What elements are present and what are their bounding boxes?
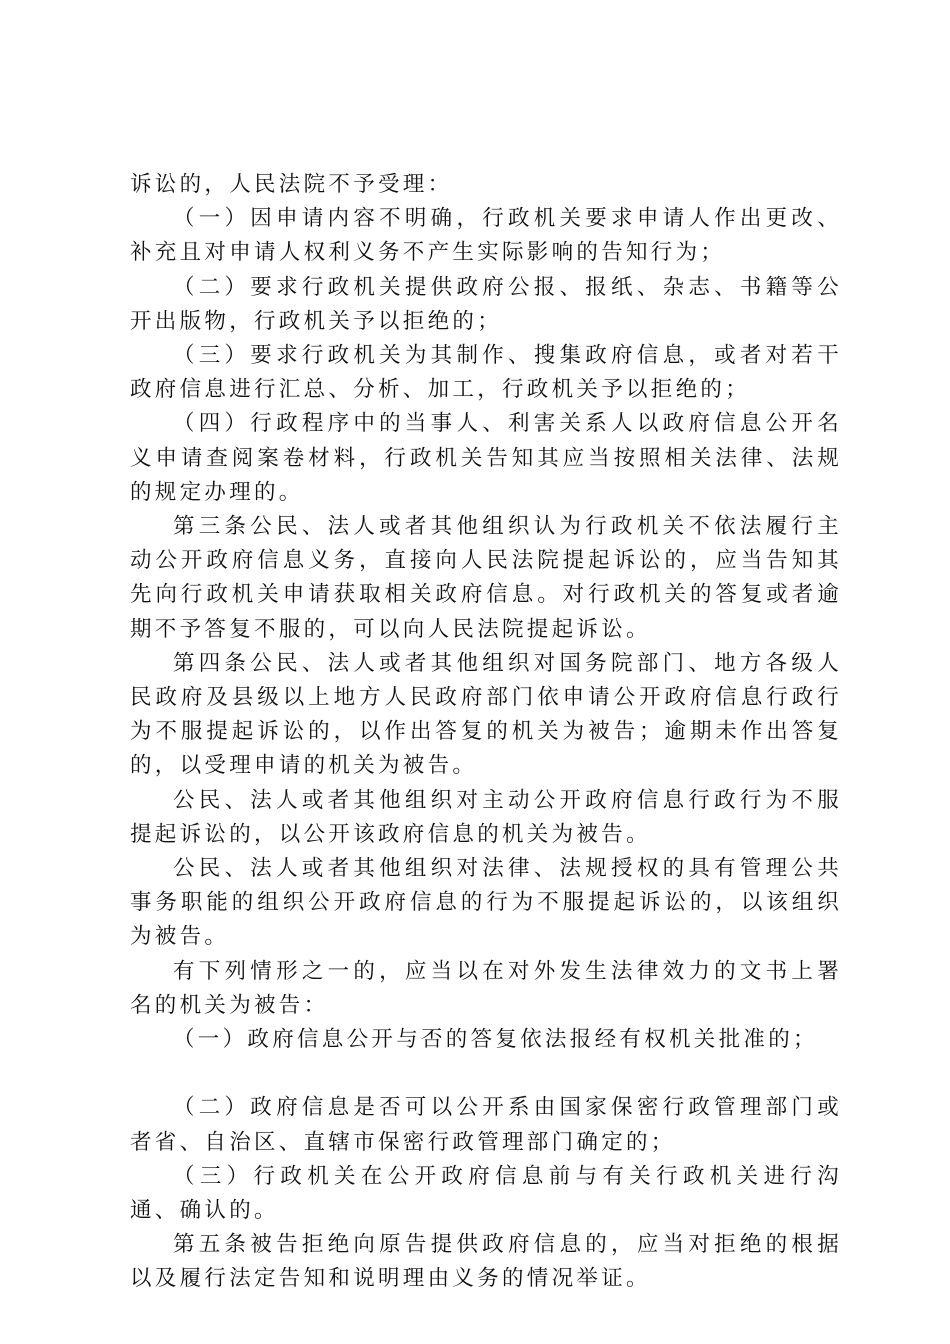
paragraph-article-4-clause-3: 公民、法人或者其他组织对法律、法规授权的具有管理公共事务职能的组织公开政府信息的行为不服提起诉讼的，以该组织为被告。	[130, 856, 842, 950]
paragraph-clause-4-item-1: （一）政府信息公开与否的答复依法报经有权机关批准的；	[173, 1027, 818, 1053]
paragraph-article-4-clause-4: 有下列情形之一的，应当以在对外发生法律效力的文书上署名的机关为被告：	[130, 958, 842, 1018]
paragraph-clause-4-item-2: （二）政府信息是否可以公开系由国家保密行政管理部门或者省、自治区、直辖市保密行政管理部门确定的；	[130, 1095, 842, 1155]
paragraph-item-3: （三）要求行政机关为其制作、搜集政府信息，或者对若干政府信息进行汇总、分析、加工，行政机关予以拒绝的；	[130, 343, 842, 403]
paragraph-item-1: （一）因申请内容不明确，行政机关要求申请人作出更改、补充且对申请人权利义务不产生实际影响的告知行为；	[130, 206, 842, 266]
paragraph-article-5: 第五条被告拒绝向原告提供政府信息的，应当对拒绝的根据以及履行法定告知和说明理由义务的情况举证。	[130, 1232, 842, 1292]
paragraph-article-4: 第四条公民、法人或者其他组织对国务院部门、地方各级人民政府及县级以上地方人民政府部门依申请公开政府信息行政行为不服提起诉讼的，以作出答复的机关为被告；逾期未作出答复的，以受理申请的机关为被告。	[130, 650, 842, 779]
paragraph-item-2: （二）要求行政机关提供政府公报、报纸、杂志、书籍等公开出版物，行政机关予以拒绝的；	[130, 274, 842, 334]
paragraph-continuation: 诉讼的，人民法院不予受理：	[130, 172, 453, 197]
paragraph-article-3: 第三条公民、法人或者其他组织认为行政机关不依法履行主动公开政府信息义务，直接向人民法院提起诉讼的，应当告知其先向行政机关申请获取相关政府信息。对行政机关的答复或者逾期不予答复不服的，可以向人民法院提起诉讼。	[130, 514, 842, 642]
document-body	[130, 168, 842, 1297]
paragraph-item-4: （四）行政程序中的当事人、利害关系人以政府信息公开名义申请查阅案卷材料，行政机关告知其应当按照相关法律、法规的规定办理的。	[130, 411, 842, 505]
paragraph-article-4-clause-2: 公民、法人或者其他组织对主动公开政府信息行政行为不服提起诉讼的，以公开该政府信息的机关为被告。	[130, 787, 842, 847]
paragraph-clause-4-item-3: （三）行政机关在公开政府信息前与有关行政机关进行沟通、确认的。	[130, 1163, 842, 1224]
